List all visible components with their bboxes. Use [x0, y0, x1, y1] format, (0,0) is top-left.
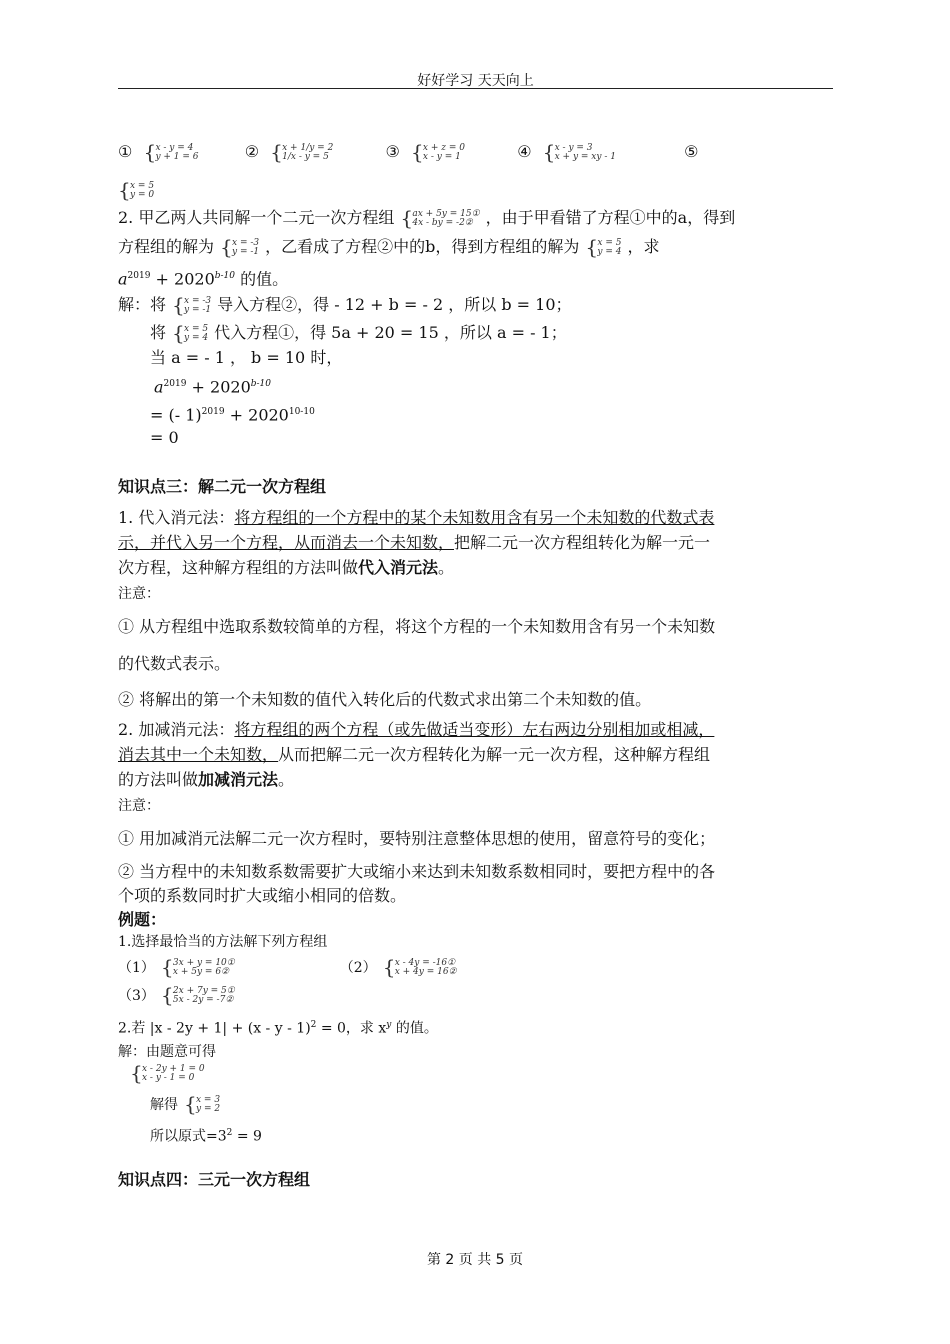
example-q1: 1.选择最恰当的方法解下列方程组: [118, 934, 328, 950]
k3-note2-item2b: 个项的系数同时扩大或缩小相同的倍数。: [118, 886, 407, 905]
label-2: ②: [244, 142, 260, 161]
sol-line-5: = (- $1)^{2019} + 2020^{10-10}$: [150, 405, 315, 425]
system-3: { x + z = 0 x - y = 1: [411, 144, 465, 162]
header-rule: [118, 88, 833, 89]
system-2: { x + 1/y = 2 1/x - y = 5: [270, 144, 333, 162]
example-q1-row1: （1） { 3x + y = 10① x + 5y = 6② （2） { x - 4y = -16① x + 4y = 16②: [118, 958, 463, 978]
sol-line-6: = 0: [150, 428, 179, 447]
example-sol-4: 所以原式$=3^2 = 9$: [150, 1128, 262, 1145]
system-1: { x - y = 4 y + 1 = 6: [143, 144, 198, 162]
system-5: { x = 5 y = 0: [118, 182, 154, 200]
sol-line-1: 解：将 { x = -3 y = -1 导入方程②，得 - 12 + b = - 2 ，所以 b = 10；: [118, 295, 572, 315]
sol-line-2: 将 { x = 5 y = 4 代入方程①，得 5a + 20 = 15 ，所以 a = - 1；: [150, 323, 567, 343]
example-sol-1: 解：由题意可得: [118, 1044, 216, 1060]
k3-note1-label: 注意：: [118, 586, 160, 602]
systems-row: [118, 142, 833, 162]
k3-title: 知识点三：解二元一次方程组: [118, 477, 327, 496]
k4-title: 知识点四：三元一次方程组: [118, 1170, 311, 1189]
example-system-3: { 2x + 7y = 5① 5x - 2y = -7②: [161, 987, 235, 1005]
k3-def2-line3: 的方法叫做加减消元法。: [118, 770, 295, 789]
example-sol-system: { x - 2y + 1 = 0 x - y - 1 = 0: [130, 1065, 205, 1083]
k3-note2-label: 注意：: [118, 798, 160, 814]
sol-line-3: 当 a = - 1 ， b = 10 时，: [150, 348, 343, 367]
k3-def2-line1: 2. 加减消元法：将方程组的两个方程（或先做适当变形）左右两边分别相加或相减，: [118, 720, 715, 739]
example-sol-2: [130, 1064, 211, 1084]
k3-def1-line2: 示，并代入另一个方程，从而消去一个未知数，把解二元一次方程组转化为解一元一: [118, 533, 711, 552]
k3-note1-item1b: 的代数式表示。: [118, 654, 231, 673]
example-system-1: { 3x + y = 10① x + 5y = 6②: [161, 959, 235, 977]
k3-note1-item2: ② 将解出的第一个未知数的值代入转化后的代数式求出第二个未知数的值。: [118, 690, 652, 709]
k3-def1-line1: 1. 代入消元法：将方程组的一个方程中的某个未知数用含有另一个未知数的代数式表: [118, 508, 715, 527]
k3-def1-line3: 次方程，这种解方程组的方法叫做代入消元法。: [118, 558, 455, 577]
example-sol-result: { x = 3 y = 2: [184, 1096, 220, 1114]
page-footer: 第 2 页 共 5 页: [426, 1252, 524, 1268]
q2-solution-1: { x = -3 y = -1: [220, 239, 259, 257]
label-3: ③: [385, 142, 400, 161]
q2-line-2: 方程组的解为 { x = -3 y = -1 ，乙看成了方程②中的b，得到方程组的解为 { x = 5 y = 4 ，求: [118, 237, 659, 257]
example-q1-row2: （3） { 2x + 7y = 5① 5x - 2y = -7②: [118, 986, 241, 1006]
q2-system: { ax + 5y = 15① 4x - by = -2②: [400, 210, 479, 228]
k3-note2-item1: ① 用加减消元法解二元一次方程时，要特别注意整体思想的使用，留意符号的变化；: [118, 829, 716, 848]
label-4: ④: [517, 142, 532, 161]
page-header: 好好学习 天天向上: [417, 73, 534, 89]
q2-line-1: 2. 甲乙两人共同解一个二元一次方程组 { ax + 5y = 15① 4x - by = -2② ，由于甲看错了方程①中的a，得到: [118, 208, 735, 228]
example-q2: 2.若 |x - 2y + 1| + (x - y - 1)$^2$ = 0，求 $x^y$ 的值。: [118, 1020, 438, 1037]
q2-solution-2: { x = 5 y = 4: [585, 239, 621, 257]
label-1: ①: [118, 142, 133, 161]
k3-note2-item2a: ② 当方程中的未知数系数需要扩大或缩小来达到未知数系数相同时，要把方程中的各: [118, 862, 716, 881]
k3-note1-item1a: ① 从方程组中选取系数较简单的方程，将这个方程的一个未知数用含有另一个未知数: [118, 617, 716, 636]
k3-def2-line2: 消去其中一个未知数，从而把解二元一次方程转化为解一元一次方程，这种解方程组: [118, 745, 711, 764]
examples-title: 例题：: [118, 910, 167, 929]
example-sol-3: 解得 { x = 3 y = 2: [150, 1095, 226, 1115]
sol-system-1: { x = -3 y = -1: [172, 297, 211, 315]
system-5-line: [118, 180, 160, 200]
sol-line-4: $a^{2019} + 2020^{b-10}$: [154, 377, 272, 397]
label-5: ⑤: [684, 142, 699, 161]
example-system-2: { x - 4y = -16① x + 4y = 16②: [383, 959, 457, 977]
sol-system-2: { x = 5 y = 4: [172, 325, 208, 343]
q2-line-3: $a^{2019} + 2020^{b-10}$ 的值。: [118, 269, 289, 289]
system-4: { x - y = 3 x + y = xy - 1: [543, 144, 616, 162]
